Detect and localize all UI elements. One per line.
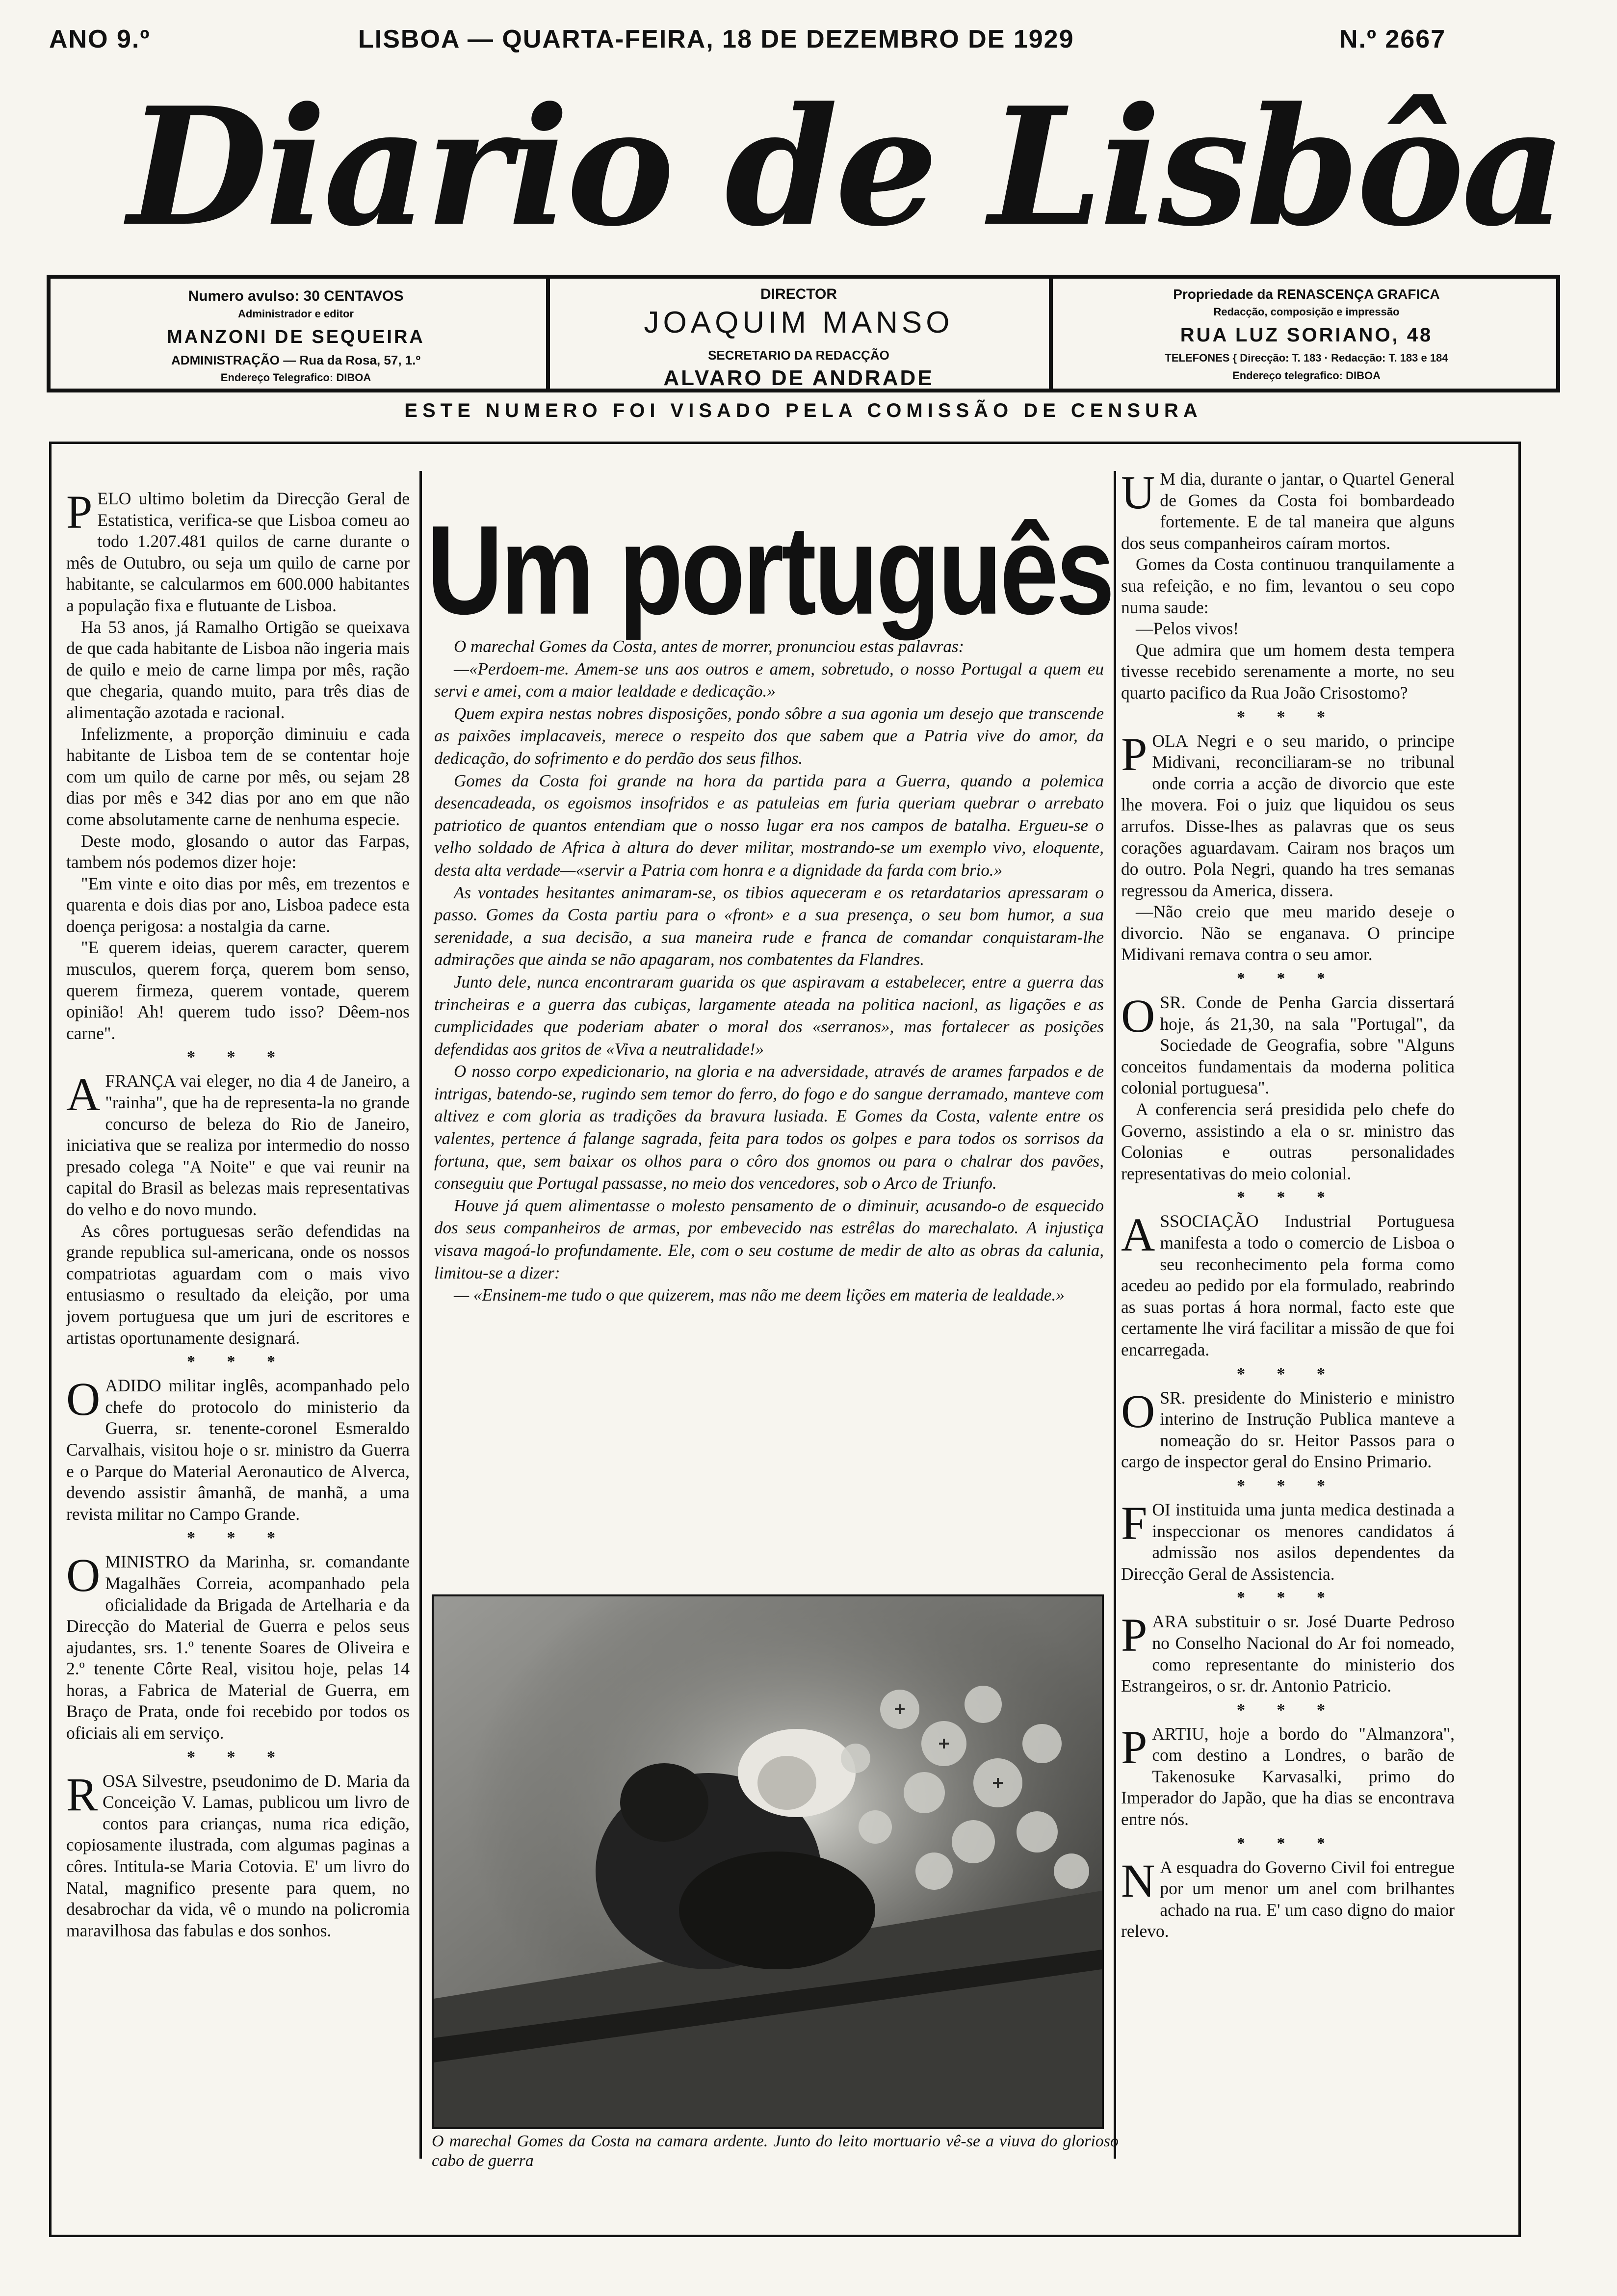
- admin-address: ADMINISTRAÇÃO — Rua da Rosa, 57, 1.º: [171, 353, 420, 367]
- paragraph: —Não creio que meu marido deseje o divorcio. Não se enganava. O principe Midivani remava contra o seu amor.: [1121, 902, 1455, 965]
- quote: — «Ensinem-me tudo o que quizerem, mas não me deem lições em materia de lealdade.»: [454, 1285, 1065, 1305]
- info-divider-left: [546, 279, 550, 389]
- issue-number: N.º 2667: [1339, 25, 1446, 53]
- quote: —«Perdoem-me. Amem-se uns aos outros e amem, sobretudo, o nosso Portugal a quem eu servi e amei, com a maior lealdade e dedicação.»: [434, 659, 1104, 701]
- center-article: [434, 635, 1104, 1306]
- drop-cap: A: [66, 1068, 101, 1121]
- separator-stars: * * *: [1237, 1834, 1339, 1852]
- info-box-right: [1054, 279, 1559, 395]
- paragraph: O marechal Gomes da Costa, antes de morrer, pronunciou estas palavras:: [454, 637, 965, 656]
- paragraph: —Pelos vivos!: [1136, 619, 1239, 639]
- article-book: OSA Silvestre, pseudonimo de D. Maria da Conceição V. Lamas, publicou um livro de contos para crianças, numa rica edição, copiosamente ilustrada, com algumas paginas a côres. Intitula-se Maria Cotovia. E' um livro do Natal, magnifico presente para quem, no desabrochar da vida, vê o mundo na policromia maravilhosa das fabulas e dos sonhos.: [66, 1771, 410, 1940]
- separator-stars: * * *: [1237, 1364, 1339, 1383]
- separator-stars: * * *: [187, 1048, 289, 1067]
- article-conference: SR. Conde de Penha Garcia dissertará hoje, ás 21,30, na sala "Portugal", da Sociedade de Geografia, sobre "Alguns conceitos fundamentais da moderna politica colonial portuguesa".: [1121, 992, 1455, 1098]
- paragraph: "Em vinte e oito dias por mês, em trezentos e quarenta e dois dias por ano, Lisboa padece esta doença perigosa: a nostalgia da carne.: [66, 873, 410, 936]
- paragraph: As côres portuguesas serão defendidas na grande republica sul-americana, onde os nossos compatriotas aguardam com o mais vivo entusiasmo o resultado da eleição, por uma jovem portuguesa que um juri de escritores e artistas oportunamente designará.: [66, 1221, 410, 1348]
- article-pola-negri: OLA Negri e o seu marido, o principe Midivani, reconciliaram-se no tribunal onde corria a acção de divorcio que este lhe movera. Foi o juiz que liquidou os seus arrufos. Disse-lhes as palavras que os seus corações aguardavam. Cairam nos braços um do outro. Pola Negri, quando ha tres semanas regressou da America, dissera.: [1121, 731, 1455, 900]
- separator-stars: * * *: [187, 1353, 289, 1371]
- article-attache: ADIDO militar inglês, acompanhado pelo chefe do protocolo do ministerio da Guerra, sr. tenente-coronel Esmeraldo Carvalhais, visitou hoje o sr. ministro da Guerra e o Parque do Material Aeronautico de Alverca, devendo assistir âmanhã, de manhã, a uma revista militar no Campo Grande.: [66, 1376, 410, 1524]
- separator-stars: * * *: [1237, 1700, 1339, 1719]
- right-column: [1121, 466, 1455, 1942]
- printing-line: Redacção, composição e impressão: [1213, 306, 1400, 318]
- drop-cap: R: [66, 1768, 98, 1821]
- secretary-name: ALVARO DE ANDRADE: [663, 366, 934, 390]
- drop-cap: P: [1121, 728, 1148, 781]
- paragraph: Deste modo, glosando o autor das Farpas, tambem nós podemos dizer hoje:: [66, 831, 410, 872]
- paragraph: Que admira que um homem desta tempera tivesse recebido serenamente a morte, no seu quarto pacifico da Rua João Crisostomo?: [1121, 640, 1455, 703]
- phones-line: TELEFONES { Direcção: T. 183 · Redacção: T. 183 e 184: [1165, 352, 1448, 364]
- price-line: Numero avulso: 30 CENTAVOS: [188, 288, 404, 304]
- info-box-left: [51, 279, 541, 397]
- separator-stars: * * *: [1237, 1476, 1339, 1495]
- column-rule-left: [419, 471, 422, 2159]
- paragraph: As vontades hesitantes animaram-se, os tibios aqueceram e os retardatarios apressaram o passo. Gomes da Costa partiu para o «front» e a sua presença, o seu bom humor, a sua serenidade, a sua decisão, a sua maneira rude e franca de comandar conquistaram-lhe admirações que ainda se não apagaram, nos combatentes da Flandres.: [434, 883, 1104, 969]
- mourner-head: [620, 1763, 708, 1842]
- left-column: [66, 488, 410, 1941]
- article-medical-board: OI instituida uma junta medica destinada a inspeccionar os menores candidatos á admissão nos asilos dependentes da Direcção Geral de Assistencia.: [1121, 1499, 1455, 1584]
- photo-illustration: [434, 1596, 1102, 2127]
- telegraph-line: Endereço telegrafico: DIBOA: [1232, 369, 1381, 382]
- paragraph: Gomes da Costa foi grande na hora da partida para a Guerra, quando a polemica desencadeada, os egoismos insofridos e as patuleias em furia queriam quebrar o arrebato patriotico de quantos entendiam que o nosso lugar era nos campos de batalha. Ergueu-se o velho soldado de Africa à altura do dever militar, mostrando-se um exemplo vivo, eloquente, desta alta verdade—«servir a Patria com honra e a dignidade da farda com brio.»: [434, 771, 1104, 880]
- censorship-notice: ESTE NUMERO FOI VISADO PELA COMISSÃO DE CENSURA: [404, 400, 1202, 421]
- issue-year: ANO 9.º: [49, 25, 151, 53]
- headline: Um português: [427, 498, 1113, 641]
- photo-camara-ardente: [432, 1594, 1104, 2129]
- dateline: LISBOA — QUARTA-FEIRA, 18 DE DEZEMBRO DE 1929: [358, 25, 1074, 53]
- paragraph: Gomes da Costa continuou tranquilamente a sua refeição, e no fim, levantou o seu copo numa saude:: [1121, 554, 1455, 617]
- info-box: [47, 275, 1560, 392]
- photo-caption: O marechal Gomes da Costa na camara ardente. Junto do leito mortuario vê-se a viuva do glorioso cabo de guerra: [432, 2132, 1119, 2170]
- paragraph: Houve já quem alimentasse o molesto pensamento de o diminuir, acusando-o de esquecido dos seus companheiros de armas, por embevecido nas estrêlas do marechalato. A injustiça visava magoá-lo profundamente. Ele, com o seu costume de medir de alto as obras da calunia, limitou-se a dizer:: [434, 1196, 1104, 1282]
- article-navy-minister: MINISTRO da Marinha, sr. comandante Magalhães Correia, acompanhado pela oficialidade da Brigada de Artelharia e da Direcção do Material de Guerra e pelos seus ajudantes, srs. 1.º tenente Soares de Oliveira e 2.º tenente Côrte Real, visitou hoje, pelas 14 horas, a Fabrica de Material de Guerra, em Braço de Prata, onde foi recebido por todos os oficiais ali em serviço.: [66, 1552, 410, 1743]
- article-meat: PELO ultimo boletim da Direcção Geral de Estatistica, verifica-se que Lisboa comeu ao todo 1.207.481 quilos de carne durante o mês de Outubro, ou seja um quilo de carne por habitante, se calcularmos em 600.000 habitantes a população fixa e flutuante de Lisboa.: [66, 486, 410, 615]
- paragraph: Infelizmente, a proporção diminuiu e cada habitante de Lisboa tem de se contentar hoje com um quilo de carne por mês, ou sejam 28 dias por mês e 342 dias por ano em que não come absolutamente carne de nenhuma especie.: [66, 724, 410, 829]
- drop-cap: O: [66, 1373, 101, 1426]
- paragraph: A conferencia será presidida pelo chefe do Governo, assistindo a ela o sr. ministro das Colonias e outras personalidades representativas do meio colonial.: [1121, 1099, 1455, 1183]
- article-air-council: ARA substituir o sr. José Duarte Pedroso no Conselho Nacional do Ar foi nomeado, como representante do ministerio dos Estrangeiros, o sr. dr. Antonio Patricio.: [1121, 1612, 1455, 1696]
- separator-stars: * * *: [1237, 707, 1339, 726]
- article-ring: A esquadra do Governo Civil foi entregue por um menor um anel com brilhantes achado na rua. E' um caso digno do maior relevo.: [1121, 1857, 1455, 1941]
- deceased-head: [757, 1756, 816, 1810]
- drop-cap: F: [1121, 1496, 1148, 1549]
- separator-stars: * * *: [1237, 1589, 1339, 1607]
- paragraph: Junto dele, nunca encontraram guarida os que aspiravam a estabelecer, entre a guerra das trincheiras e a guerra das cubiças, largamente ateada na politica nacionl, as ligações e as cumplicidades que poderiam abater o moral dos «serranos», mas fortalecer as posições defendidas aos gritos de «Viva a neutralidade!»: [434, 972, 1104, 1059]
- drop-cap: A: [1121, 1208, 1155, 1261]
- paragraph: "E querem ideias, querem caracter, querem musculos, querem força, querem bom senso, querem firmeza, querem vontade, querem opinião! Ah! querem tudo isso? Dêem-nos carne".: [66, 938, 410, 1043]
- admin-label: Administrador e editor: [238, 308, 354, 320]
- drop-cap: O: [1121, 990, 1155, 1043]
- article-inspector: SR. presidente do Ministerio e ministro interino de Instrução Publica manteve a nomeação do sr. Heitor Passos para o cargo de inspector geral do Ensino Primario.: [1121, 1387, 1455, 1472]
- article-beauty: FRANÇA vai eleger, no dia 4 de Janeiro, a "rainha", que ha de representa-la no grande concurso de beleza do Rio de Janeiro, iniciativa que se realiza por intermedio do nosso presado colega "A Noite" e que vai reunir na capital do Brasil as belezas mais representativas do velho e do novo mundo.: [66, 1071, 410, 1219]
- drop-cap: N: [1121, 1854, 1155, 1907]
- separator-stars: * * *: [1237, 1188, 1339, 1207]
- director-label: DIRECTOR: [760, 286, 837, 302]
- info-divider-right: [1049, 279, 1053, 389]
- drop-cap: P: [1121, 1609, 1148, 1662]
- article-association: SSOCIAÇÃO Industrial Portuguesa manifesta a todo o comercio de Lisboa o seu reconhecimento pela forma como acedeu ao pedido por ela formulado, reabrindo as suas portas á hora normal, facto este que certamente lhe virá facilitar a missão de que foi encarregada.: [1121, 1211, 1455, 1359]
- paragraph: O nosso corpo expedicionario, na gloria e na adversidade, através de arames farpados e de intrigas, batendo-se, rugindo sem temor do ferro, do fogo e do sangue derramado, manteve com altivez e com gloria as tradições da bravura lusiada. E Gomes da Costa, valente entre os valentes, pertence á falange sagrada, feita para todos os golpes e para todos os sorrisos da fortuna, que, sem baixar os olhos para o côro dos gnomos ou para o chalrar dos pavões, conseguiu que Portugal passasse, no meio dos vencedores, sob o Arco de Triunfo.: [434, 1062, 1104, 1193]
- masthead-title: Diario de Lisbôa: [128, 72, 1564, 262]
- separator-stars: * * *: [187, 1748, 289, 1766]
- drop-cap: O: [66, 1549, 101, 1602]
- drop-cap: O: [1121, 1384, 1155, 1437]
- paragraph: Ha 53 anos, já Ramalho Ortigão se queixava de que cada habitante de Lisboa não ingeria mais de quilo e meio de carne limpa por mês, ração que chegaria, quando muito, para três dias de alimentação azotada e racional.: [66, 617, 410, 722]
- owner-line: Propriedade da RENASCENÇA GRAFICA: [1173, 287, 1440, 302]
- paragraph: Quem expira nestas nobres disposições, pondo sôbre a sua agonia um desejo que transcende as paixões implacaveis, merece o respeito dos que sabem que a Patria vive do amor, da dedicação, do sofrimento e do perdão dos seus filhos.: [434, 704, 1104, 768]
- separator-stars: * * *: [187, 1529, 289, 1547]
- secretary-label: SECRETARIO DA REDACÇÃO: [708, 348, 889, 363]
- drop-cap: P: [1121, 1721, 1148, 1774]
- column-rule-right: [1114, 471, 1116, 2159]
- telegraph-address: Endereço Telegrafico: DIBOA: [220, 371, 371, 384]
- director-name: JOAQUIM MANSO: [644, 306, 954, 339]
- article-departure: ARTIU, hoje a bordo do "Almanzora", com destino a Londres, o barão de Takenosuke Karvasalki, primo do Imperador do Japão, que ha dias se encontrava entre nós.: [1121, 1723, 1455, 1829]
- article-dinner: M dia, durante o jantar, o Quartel General de Gomes da Costa foi bombardeado fortemente. E de tal maneira que alguns dos seus companheiros caíram mortos.: [1121, 469, 1455, 553]
- drop-cap: P: [66, 486, 93, 538]
- printer-address: RUA LUZ SORIANO, 48: [1180, 324, 1433, 346]
- draped-cloth: [679, 1852, 875, 1969]
- separator-stars: * * *: [1237, 969, 1339, 988]
- info-box-center: [551, 279, 1046, 395]
- administrator-name: MANZONI DE SEQUEIRA: [167, 327, 425, 347]
- drop-cap: U: [1121, 466, 1155, 519]
